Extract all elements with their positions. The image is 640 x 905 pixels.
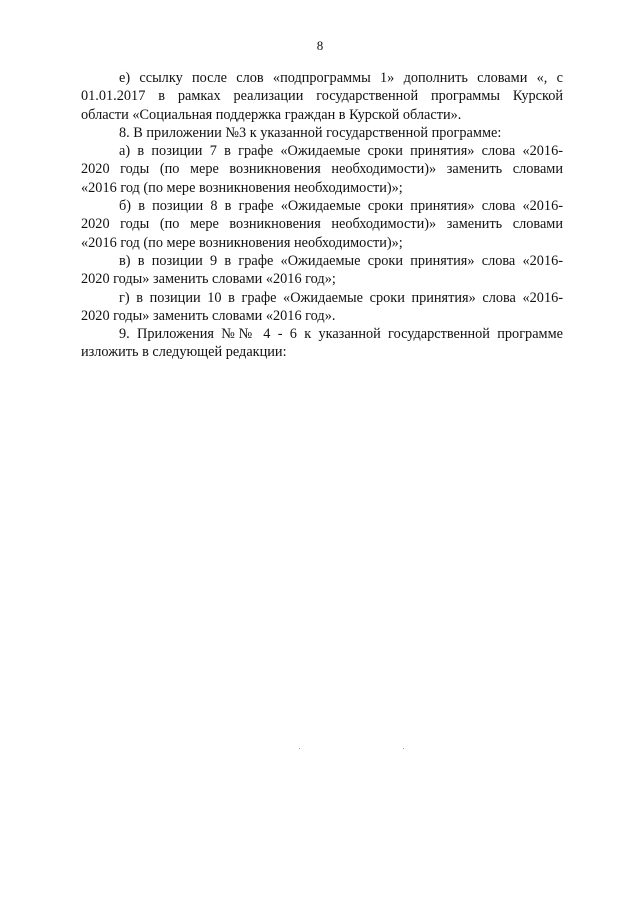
text-line: в) в позиции 9 в графе «Ожидаемые сроки принятия» слова «2016-	[119, 252, 563, 269]
scan-speck	[403, 748, 404, 749]
text-line: 2020 годы (по мере возникновения необходимости)» заменить словами	[81, 161, 563, 178]
text-line: 01.01.2017 в рамках реализации государственной программы Курской	[81, 88, 563, 105]
text-line: «2016 год (по мере возникновения необходимости)»;	[81, 179, 403, 196]
paragraph-item-e	[81, 69, 563, 124]
scan-speck	[299, 748, 300, 749]
paragraph-subitem-v	[81, 252, 563, 289]
text-line: 2020 годы» заменить словами «2016 год»;	[81, 271, 336, 288]
document-body	[81, 69, 563, 362]
text-line: г) в позиции 10 в графе «Ожидаемые сроки принятия» слова «2016-	[119, 289, 563, 306]
text-line: б) в позиции 8 в графе «Ожидаемые сроки принятия» слова «2016-	[119, 198, 563, 215]
paragraph-subitem-g	[81, 289, 563, 326]
text-line: а) в позиции 7 в графе «Ожидаемые сроки принятия» слова «2016-	[119, 143, 563, 160]
paragraph-subitem-b	[81, 197, 563, 252]
text-line: изложить в следующей редакции:	[81, 344, 287, 361]
text-line: области «Социальная поддержка граждан в Курской области».	[81, 106, 462, 123]
text-line: 8. В приложении №3 к указанной государственной программе:	[119, 124, 502, 141]
paragraph-item-8	[81, 124, 563, 142]
paragraph-item-9	[81, 325, 563, 362]
paragraph-subitem-a	[81, 142, 563, 197]
text-line: 2020 годы (по мере возникновения необходимости)» заменить словами	[81, 216, 563, 233]
text-line: «2016 год (по мере возникновения необходимости)»;	[81, 234, 403, 251]
page-number: 8	[316, 38, 324, 53]
text-line: 2020 годы» заменить словами «2016 год».	[81, 307, 336, 324]
text-line: е) ссылку после слов «подпрограммы 1» дополнить словами «, с	[119, 70, 563, 86]
text-line: 9. Приложения №№ 4 - 6 к указанной государственной программе	[119, 326, 563, 343]
